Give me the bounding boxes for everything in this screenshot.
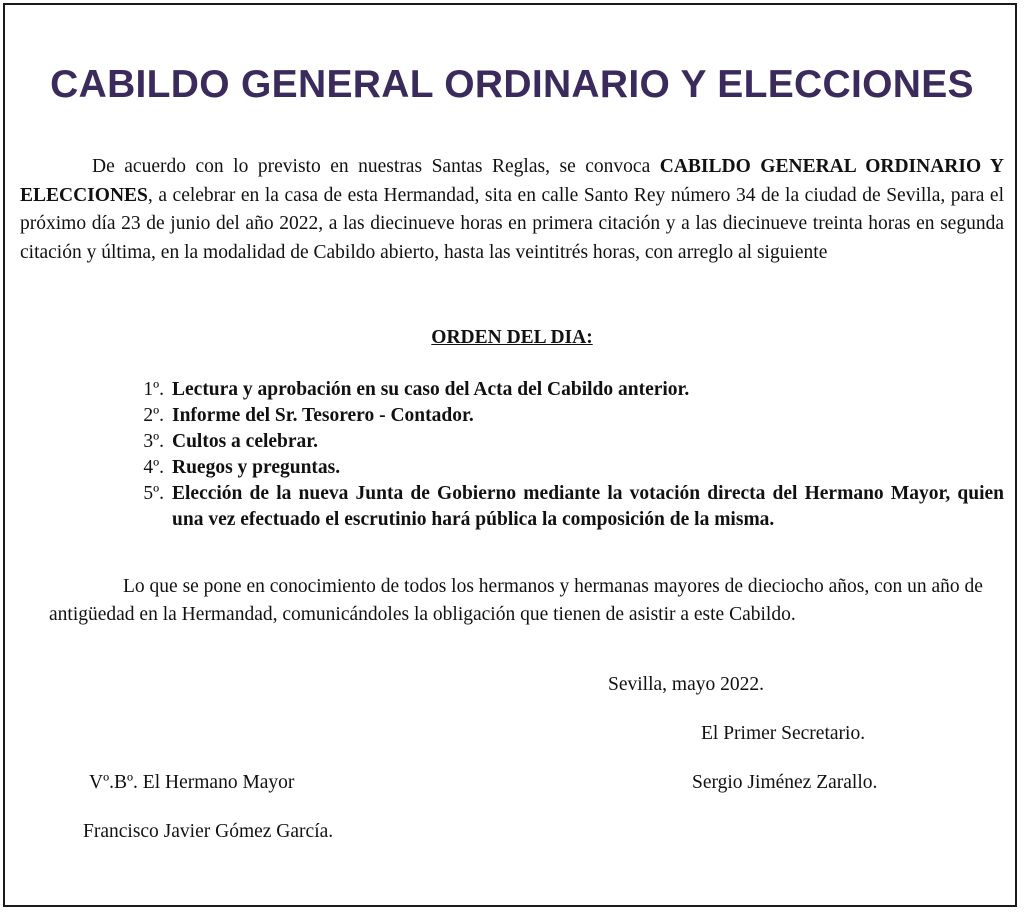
intro-rest: , a celebrar en la casa de esta Hermandad, sita en calle Santo Rey número 34 de la ciudad de Sevilla, para el próximo día 23 de junio del año 2022, a las diecinueve horas en primera citación y a las diecinueve treinta horas en segunda citación y última, en la modalidad de Cabildo abierto, hasta las veintitrés horas, con arreglo al siguiente (20, 184, 1004, 263)
secretary-role: El Primer Secretario. (701, 723, 866, 744)
closing-paragraph: Lo que se pone en conocimiento de todos los hermanos y hermanas mayores de dieciocho años, con un año de antigüedad en la Hermandad, comunicándoles la obligación que tienen de asistir a este Cabildo. (49, 576, 983, 625)
agenda-item (130, 377, 1004, 403)
agenda-item (130, 481, 1004, 533)
document-title: CABILDO GENERAL ORDINARIO Y ELECCIONES (50, 63, 974, 106)
intro-lead: De acuerdo con lo previsto en nuestras Santas Reglas, se convoca (92, 156, 660, 177)
agenda-item-text: Lectura y aprobación en su caso del Acta del Cabildo anterior. (172, 379, 690, 400)
place-date: Sevilla, mayo 2022. (608, 674, 764, 695)
agenda-item-number: 2º. (143, 405, 164, 426)
agenda-item (130, 403, 1004, 429)
agenda-item-number: 1º. (143, 379, 164, 400)
agenda-list (130, 377, 1004, 533)
agenda-heading: ORDEN DEL DIA: (431, 327, 593, 348)
agenda-item-text: Elección de la nueva Junta de Gobierno mediante la votación directa del Hermano Mayor, quien una vez efectuado el escrutinio hará pública la composición de la misma. (172, 483, 1004, 530)
agenda-item-text: Cultos a celebrar. (172, 431, 319, 452)
agenda-item-number: 3º. (143, 431, 164, 452)
agenda-item (130, 455, 1004, 481)
secretary-name: Sergio Jiménez Zarallo. (692, 772, 878, 793)
agenda-item-number: 4º. (143, 457, 164, 478)
approval-role: Vº.Bº. El Hermano Mayor (89, 772, 295, 793)
intro-paragraph (20, 153, 1004, 267)
agenda-item-text: Ruegos y preguntas. (172, 457, 341, 478)
agenda-item (130, 429, 1004, 455)
agenda-item-number: 5º. (143, 483, 164, 504)
agenda-item-text: Informe del Sr. Tesorero - Contador. (172, 405, 474, 426)
document-frame (3, 3, 1017, 907)
approval-name: Francisco Javier Gómez García. (83, 821, 334, 842)
intro-emphasis: CABILDO GENERAL ORDINARIO Y ELECCIONES (20, 156, 1005, 206)
